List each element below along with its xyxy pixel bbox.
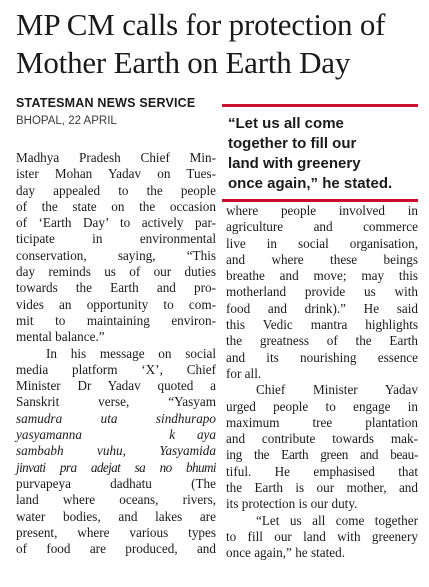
body-line: mit to maintaining environ- — [16, 312, 216, 328]
pull-quote-line: “Let us all come — [228, 115, 344, 132]
body-line: samudra uta sindhurapo — [16, 410, 216, 426]
body-line: the Earth is our mother, and — [226, 480, 418, 496]
pull-quote-line: once again,” he stated. — [228, 175, 393, 192]
body-line: maximum tree plantation — [226, 414, 418, 430]
pull-quote-line: together to fill our — [228, 135, 357, 152]
body-line: day reminds us of our duties — [16, 264, 216, 280]
body-line: to fill our land with greenery — [226, 528, 418, 544]
body-line: conservation, saying, “This — [16, 247, 216, 263]
body-line: towards the Earth and pro- — [16, 280, 216, 296]
body-line: ticipate in environmental — [16, 231, 216, 247]
body-line: day appealed to the people — [16, 182, 216, 198]
headline-line: Mother Earth on Earth Day — [16, 45, 351, 80]
body-line: ister Mohan Yadav on Tues- — [16, 166, 216, 182]
body-line: mental balance.” — [16, 329, 105, 345]
body-line: of the state on the occasion — [16, 198, 216, 214]
body-line: for all. — [226, 365, 262, 381]
body-line: Chief Minister Yadav — [256, 382, 418, 398]
headline-line: MP CM calls for protection of — [16, 7, 386, 42]
pull-quote — [222, 104, 418, 202]
article-column-right — [226, 203, 418, 562]
body-line: water bodies, and lakes are — [16, 508, 216, 524]
body-line: “Let us all come together — [256, 512, 418, 528]
headline — [16, 6, 416, 82]
body-line: and where these beings — [226, 251, 418, 267]
body-line: motherland provide us with — [226, 284, 418, 300]
body-line: live in social organisation, — [226, 235, 418, 251]
body-line: Madhya Pradesh Chief Min- — [16, 150, 216, 165]
body-line: the greatness of the Earth — [226, 333, 418, 349]
body-line: and its nourishing essence — [226, 349, 418, 365]
body-line: yasyamanna k aya — [16, 427, 216, 443]
body-line: In his message on social — [46, 345, 216, 361]
body-line: ing the Earth green and beau- — [226, 447, 418, 463]
body-line: its protection is our duty. — [226, 496, 358, 512]
body-line: of ‘Earth Day’ to actively par- — [16, 215, 216, 231]
body-line: purvapeya dadhatu (The — [16, 475, 216, 491]
body-line: urged people to engage in — [226, 398, 418, 414]
body-line: breathe and move; may this — [226, 268, 418, 284]
body-line: where people involved in — [226, 203, 418, 218]
body-line: sambabh vuhu, Yasyamida — [16, 443, 216, 459]
dateline: BHOPAL, 22 APRIL — [16, 115, 117, 127]
body-line: food and drink).” He said — [226, 300, 418, 316]
body-line: vides an opportunity to com- — [16, 296, 216, 312]
body-line: present, where various types — [16, 524, 216, 540]
body-line: Minister Dr Yadav quoted a — [16, 378, 216, 394]
body-line: agriculture and commerce — [226, 219, 418, 235]
body-line: and contribute towards mak- — [226, 431, 418, 447]
body-line: once again,” he stated. — [226, 545, 345, 561]
body-line: media platform ‘X’, Chief — [16, 361, 216, 377]
body-line: Sanskrit verse, “Yasyam — [16, 394, 216, 410]
byline: STATESMAN NEWS SERVICE — [16, 96, 196, 110]
body-line: of food are produced, and — [16, 541, 216, 557]
pull-quote-line: land with greenery — [228, 155, 361, 172]
body-line: this Vedic mantra highlights — [226, 317, 418, 333]
article-column-left — [16, 150, 216, 557]
body-line: tiful. He emphasised that — [226, 463, 418, 479]
body-line: jinvati pra adejat sa no bhumi — [16, 459, 216, 475]
body-line: land where oceans, rivers, — [16, 492, 216, 508]
